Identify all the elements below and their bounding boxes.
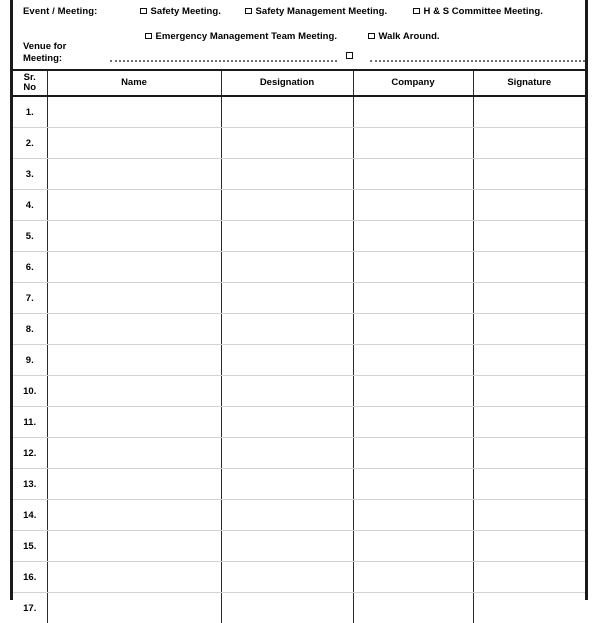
checkbox-option-walk-around[interactable]	[368, 31, 440, 42]
table-row	[13, 283, 585, 314]
table-row	[13, 438, 585, 469]
sr-no-line-2: No	[23, 82, 36, 93]
cell-sr-no: 13.	[13, 469, 47, 500]
checkbox-option-label: H & S Committee Meeting.	[424, 6, 543, 17]
cell-designation[interactable]	[221, 562, 353, 593]
venue-label-line-1: Venue for	[23, 41, 66, 52]
cell-designation[interactable]	[221, 190, 353, 221]
cell-name[interactable]	[47, 252, 221, 283]
cell-sr-no: 7.	[13, 283, 47, 314]
cell-sr-no: 14.	[13, 500, 47, 531]
cell-signature[interactable]	[473, 159, 585, 190]
cell-sr-no: 2.	[13, 128, 47, 159]
column-header-company: Company	[353, 71, 473, 96]
cell-company[interactable]	[353, 376, 473, 407]
cell-sr-no: 9.	[13, 345, 47, 376]
checkbox-option-safety-meeting[interactable]	[140, 6, 221, 17]
table-row	[13, 221, 585, 252]
table-row	[13, 531, 585, 562]
cell-sr-no: 17.	[13, 593, 47, 623]
cell-signature[interactable]	[473, 469, 585, 500]
venue-label-line-2: Meeting:	[23, 53, 62, 64]
venue-for-meeting-label	[23, 41, 66, 64]
cell-name[interactable]	[47, 376, 221, 407]
cell-name[interactable]	[47, 438, 221, 469]
cell-signature[interactable]	[473, 128, 585, 159]
table-body	[13, 96, 585, 623]
table-header-row	[13, 71, 585, 96]
cell-signature[interactable]	[473, 190, 585, 221]
cell-designation[interactable]	[221, 314, 353, 345]
table-row	[13, 407, 585, 438]
cell-signature[interactable]	[473, 283, 585, 314]
cell-company[interactable]	[353, 314, 473, 345]
checkbox-option-label: Safety Management Meeting.	[256, 6, 388, 17]
cell-name[interactable]	[47, 96, 221, 128]
cell-name[interactable]	[47, 314, 221, 345]
cell-company[interactable]	[353, 283, 473, 314]
cell-sr-no: 11.	[13, 407, 47, 438]
cell-sr-no: 15.	[13, 531, 47, 562]
checkbox-option-label: Emergency Management Team Meeting.	[156, 31, 338, 42]
checkbox-option-emergency-management-team-meeting[interactable]	[145, 31, 337, 42]
cell-signature[interactable]	[473, 221, 585, 252]
meeting-header-block	[13, 0, 588, 69]
cell-name[interactable]	[47, 593, 221, 623]
cell-name[interactable]	[47, 283, 221, 314]
cell-designation[interactable]	[221, 283, 353, 314]
cell-designation[interactable]	[221, 96, 353, 128]
cell-name[interactable]	[47, 500, 221, 531]
cell-company[interactable]	[353, 221, 473, 252]
cell-name[interactable]	[47, 128, 221, 159]
cell-company[interactable]	[353, 593, 473, 623]
sr-no-line-1: Sr.	[24, 72, 36, 83]
cell-sr-no: 6.	[13, 252, 47, 283]
cell-designation[interactable]	[221, 221, 353, 252]
table-row	[13, 128, 585, 159]
checkbox-icon[interactable]	[140, 8, 147, 15]
cell-sr-no: 4.	[13, 190, 47, 221]
cell-designation[interactable]	[221, 593, 353, 623]
cell-signature[interactable]	[473, 407, 585, 438]
table-row	[13, 376, 585, 407]
attendance-table	[13, 71, 585, 623]
column-header-signature: Signature	[473, 71, 585, 96]
venue-checkbox-icon[interactable]	[346, 52, 353, 59]
attendance-table-container	[13, 69, 585, 600]
cell-signature[interactable]	[473, 376, 585, 407]
column-header-sr-no	[13, 71, 47, 96]
cell-company[interactable]	[353, 438, 473, 469]
cell-designation[interactable]	[221, 407, 353, 438]
checkbox-option-label: Safety Meeting.	[151, 6, 221, 17]
cell-sr-no: 3.	[13, 159, 47, 190]
table-row	[13, 159, 585, 190]
cell-company[interactable]	[353, 252, 473, 283]
checkbox-option-hs-committee-meeting[interactable]	[413, 6, 543, 17]
cell-designation[interactable]	[221, 159, 353, 190]
table-row	[13, 314, 585, 345]
cell-name[interactable]	[47, 469, 221, 500]
cell-name[interactable]	[47, 221, 221, 252]
checkbox-icon[interactable]	[245, 8, 252, 15]
cell-name[interactable]	[47, 345, 221, 376]
cell-sr-no: 1.	[13, 96, 47, 128]
table-row	[13, 593, 585, 623]
cell-name[interactable]	[47, 407, 221, 438]
cell-company[interactable]	[353, 159, 473, 190]
cell-company[interactable]	[353, 500, 473, 531]
cell-signature[interactable]	[473, 500, 585, 531]
event-meeting-label: Event / Meeting:	[23, 6, 97, 17]
cell-company[interactable]	[353, 407, 473, 438]
cell-company[interactable]	[353, 562, 473, 593]
cell-signature[interactable]	[473, 96, 585, 128]
column-header-designation: Designation	[221, 71, 353, 96]
table-row	[13, 345, 585, 376]
cell-designation[interactable]	[221, 500, 353, 531]
cell-signature[interactable]	[473, 438, 585, 469]
venue-input-dotted-line-left[interactable]	[110, 59, 337, 62]
cell-signature[interactable]	[473, 345, 585, 376]
cell-designation[interactable]	[221, 376, 353, 407]
cell-sr-no: 12.	[13, 438, 47, 469]
table-row	[13, 562, 585, 593]
cell-signature[interactable]	[473, 593, 585, 623]
cell-signature[interactable]	[473, 531, 585, 562]
table-row	[13, 190, 585, 221]
table-row	[13, 252, 585, 283]
table-row	[13, 469, 585, 500]
cell-name[interactable]	[47, 159, 221, 190]
checkbox-icon[interactable]	[368, 33, 375, 40]
venue-input-dotted-line-right[interactable]	[370, 59, 585, 62]
cell-company[interactable]	[353, 345, 473, 376]
table-row	[13, 500, 585, 531]
checkbox-icon[interactable]	[413, 8, 420, 15]
cell-designation[interactable]	[221, 128, 353, 159]
cell-name[interactable]	[47, 531, 221, 562]
cell-sr-no: 10.	[13, 376, 47, 407]
table-header	[13, 71, 585, 96]
cell-company[interactable]	[353, 128, 473, 159]
cell-company[interactable]	[353, 531, 473, 562]
checkbox-option-label: Walk Around.	[379, 31, 440, 42]
cell-designation[interactable]	[221, 345, 353, 376]
cell-sr-no: 8.	[13, 314, 47, 345]
table-row	[13, 96, 585, 128]
cell-company[interactable]	[353, 96, 473, 128]
cell-signature[interactable]	[473, 314, 585, 345]
cell-company[interactable]	[353, 469, 473, 500]
checkbox-icon[interactable]	[145, 33, 152, 40]
cell-designation[interactable]	[221, 438, 353, 469]
cell-signature[interactable]	[473, 562, 585, 593]
cell-sr-no: 5.	[13, 221, 47, 252]
cell-name[interactable]	[47, 190, 221, 221]
cell-designation[interactable]	[221, 252, 353, 283]
checkbox-option-safety-management-meeting[interactable]	[245, 6, 387, 17]
column-header-name: Name	[47, 71, 221, 96]
cell-name[interactable]	[47, 562, 221, 593]
cell-designation[interactable]	[221, 531, 353, 562]
cell-designation[interactable]	[221, 469, 353, 500]
cell-sr-no: 16.	[13, 562, 47, 593]
cell-company[interactable]	[353, 190, 473, 221]
cell-signature[interactable]	[473, 252, 585, 283]
